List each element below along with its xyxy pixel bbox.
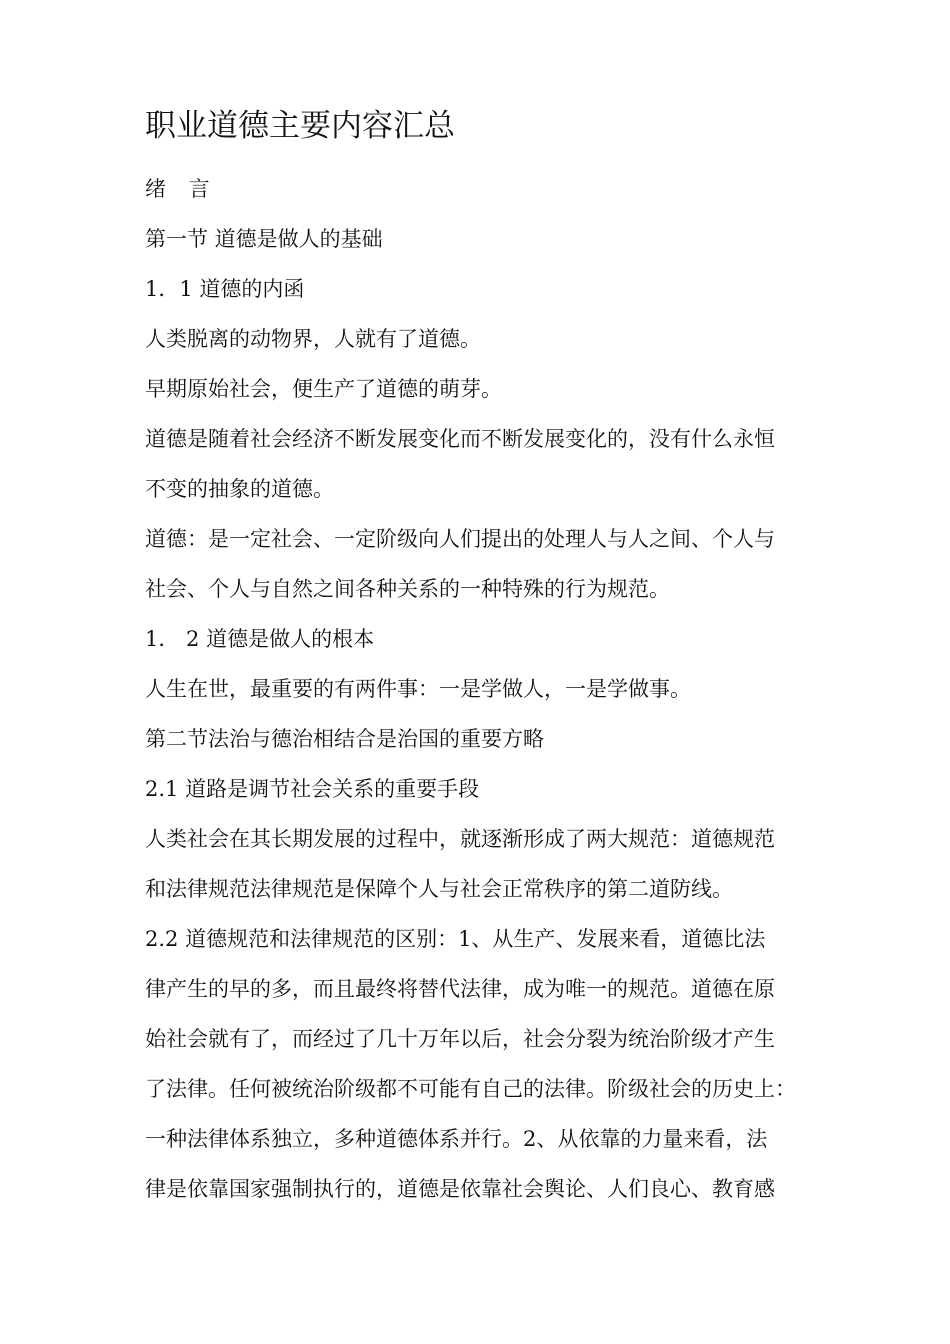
paragraph-line: 道德：是一定社会、一定阶级向人们提出的处理人与人之间、个人与 bbox=[145, 527, 775, 551]
document-title: 职业道德主要内容汇总 bbox=[145, 108, 455, 144]
paragraph-line: 律是依靠国家强制执行的，道德是依靠社会舆论、人们良心、教育感 bbox=[145, 1177, 775, 1201]
paragraph-line: 人生在世，最重要的有两件事：一是学做人，一是学做事。 bbox=[145, 677, 691, 701]
subsection-heading-2-1: 2.1 道路是调节社会关系的重要手段 bbox=[145, 777, 480, 801]
paragraph-line: 人类社会在其长期发展的过程中，就逐渐形成了两大规范：道德规范 bbox=[145, 827, 775, 851]
paragraph-line: 始社会就有了，而经过了几十万年以后，社会分裂为统治阶级才产生 bbox=[145, 1027, 775, 1051]
subsection-heading-1-1: 1．1 道德的内函 bbox=[145, 277, 305, 301]
paragraph-line: 律产生的早的多，而且最终将替代法律，成为唯一的规范。道德在原 bbox=[145, 977, 775, 1001]
section-heading-2: 第二节法治与德治相结合是治国的重要方略 bbox=[145, 727, 544, 751]
introduction-heading: 绪 言 bbox=[145, 177, 218, 201]
paragraph-line: 早期原始社会，便生产了道德的萌芽。 bbox=[145, 377, 502, 401]
paragraph-line: 了法律。任何被统治阶级都不可能有自己的法律。阶级社会的历史上： bbox=[145, 1077, 796, 1101]
paragraph-line: 一种法律体系独立，多种道德体系并行。2、从依靠的力量来看，法 bbox=[145, 1127, 768, 1151]
paragraph-line: 社会、个人与自然之间各种关系的一种特殊的行为规范。 bbox=[145, 577, 670, 601]
document-body bbox=[145, 104, 815, 1214]
subsection-heading-1-2: 1． 2 道德是做人的根本 bbox=[145, 627, 375, 651]
paragraph-line: 2.2 道德规范和法律规范的区别：1、从生产、发展来看，道德比法 bbox=[145, 927, 766, 951]
paragraph-line: 道德是随着社会经济不断发展变化而不断发展变化的，没有什么永恒 bbox=[145, 427, 775, 451]
section-heading-1: 第一节 道德是做人的基础 bbox=[145, 227, 383, 251]
paragraph-line: 和法律规范法律规范是保障个人与社会正常秩序的第二道防线。 bbox=[145, 877, 733, 901]
paragraph-line: 不变的抽象的道德。 bbox=[145, 477, 334, 501]
paragraph-line: 人类脱离的动物界，人就有了道德。 bbox=[145, 327, 481, 351]
